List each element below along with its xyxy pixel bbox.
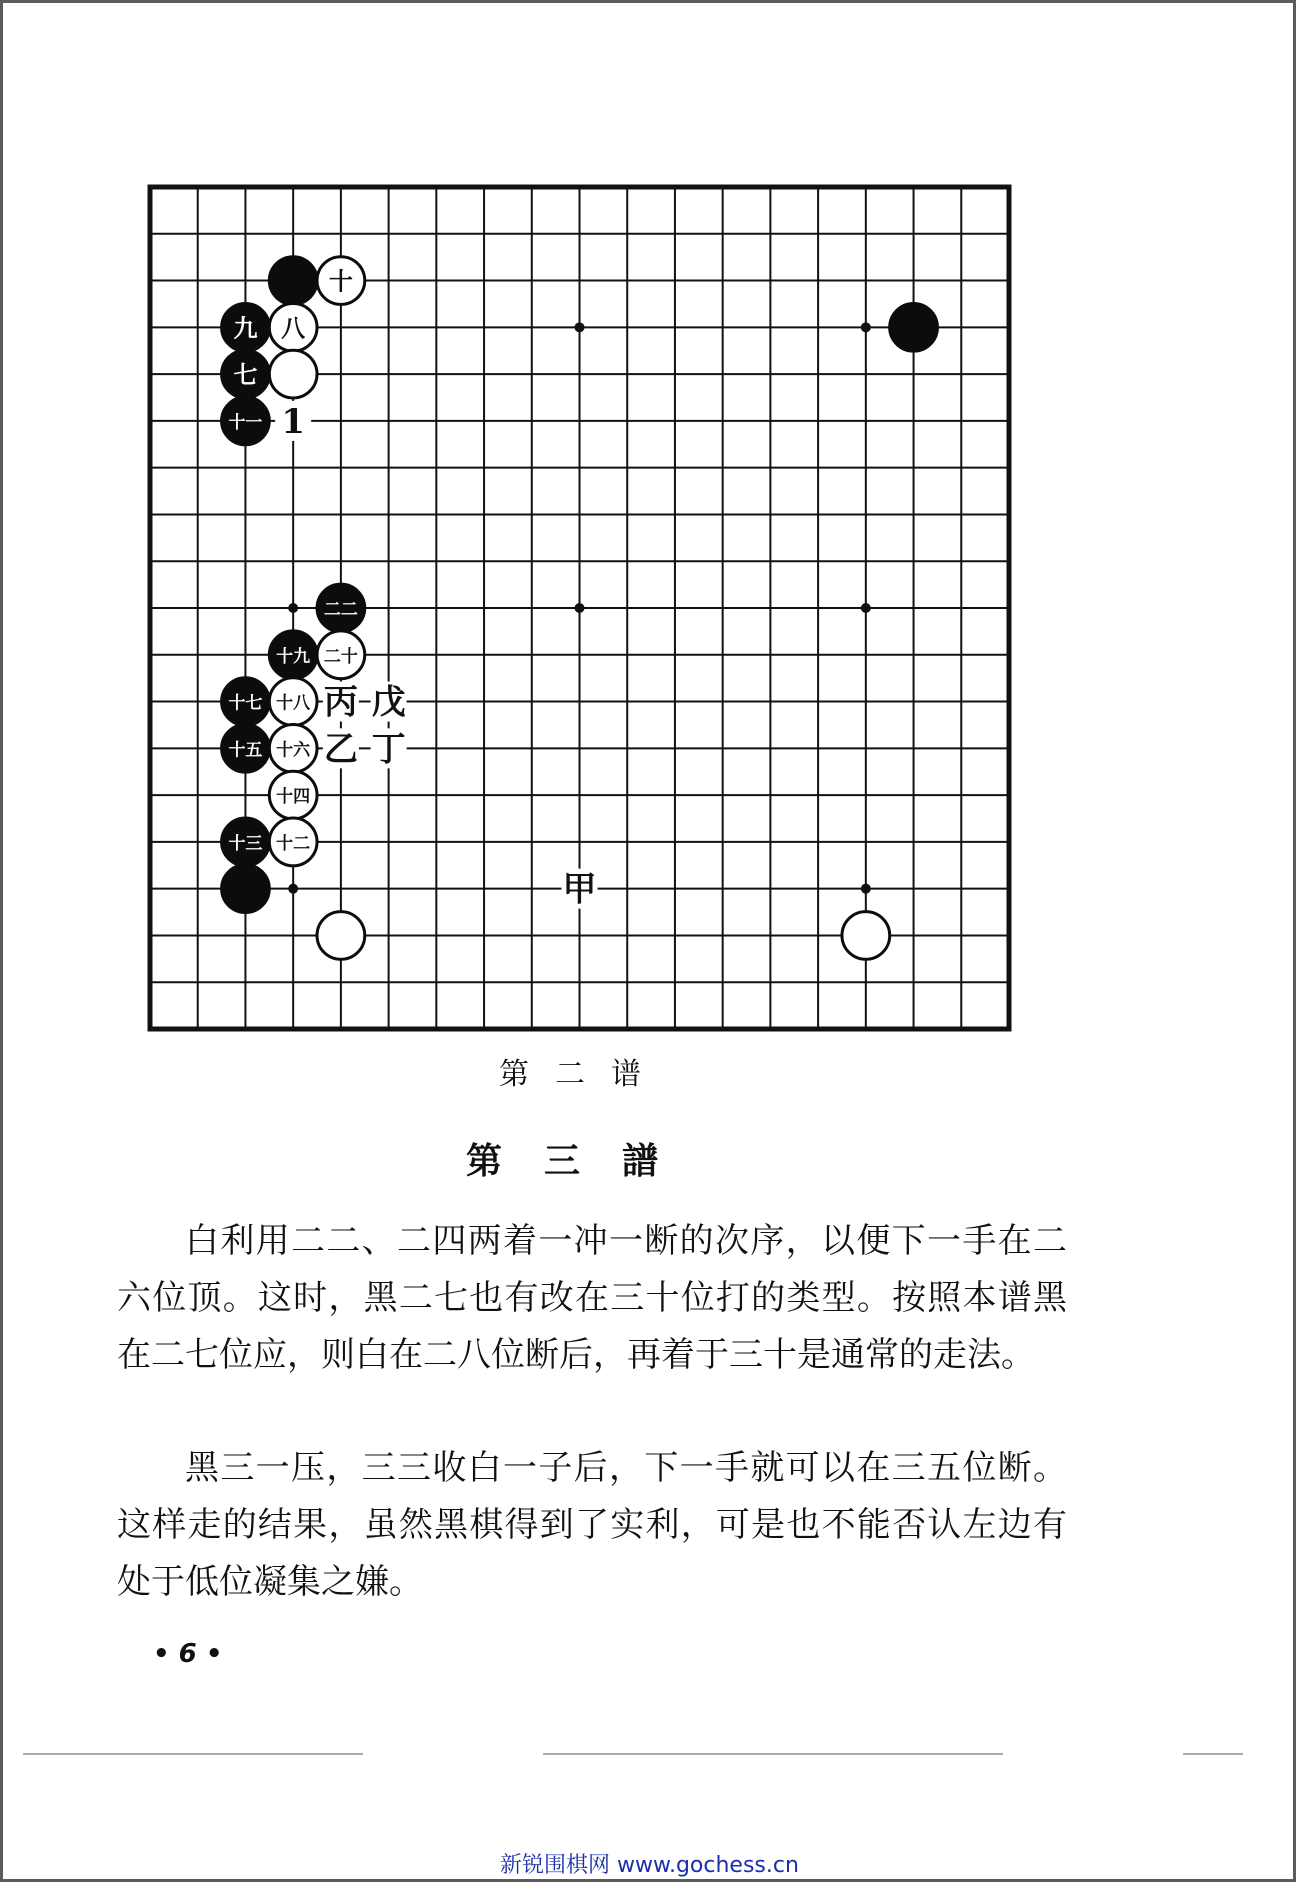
move-number: 十八 xyxy=(276,693,311,714)
scanned-page xyxy=(3,3,1293,1879)
footer-watermark: 新锐围棋网 www.gochess.cn xyxy=(500,1853,799,1878)
star-point xyxy=(861,322,871,332)
board-mark-label: 甲 xyxy=(562,869,597,910)
move-number: 二二 xyxy=(323,600,358,620)
scan-divider xyxy=(1183,1753,1243,1755)
white-stone xyxy=(842,912,890,960)
body-paragraph: 白利用二二、二四两着一冲一断的次序，以便下一手在二六位顶。这时，黑二七也有改在三十位打的类型。按照本谱黑在二七位应，则白在二八位断后，再着于三十是通常的走法。 xyxy=(117,1221,1067,1375)
move-number: 十七 xyxy=(228,693,263,714)
board-mark-label: 1 xyxy=(281,401,306,442)
move-number: 十 xyxy=(328,267,353,296)
star-point xyxy=(861,603,871,613)
star-point xyxy=(288,603,298,613)
star-point xyxy=(861,884,871,894)
move-number: 十五 xyxy=(228,740,263,761)
black-stone xyxy=(222,865,270,913)
go-board-diagram xyxy=(3,3,1293,1063)
move-number: 十六 xyxy=(276,740,311,761)
move-number: 十一 xyxy=(228,412,263,433)
move-number: 十二 xyxy=(276,833,311,854)
board-mark-label: 丙 xyxy=(323,682,358,723)
move-number: 九 xyxy=(233,314,258,343)
move-number: 十四 xyxy=(276,787,311,808)
board-mark-label: 丁 xyxy=(371,729,406,770)
scan-divider xyxy=(543,1753,1003,1755)
move-number: 二十 xyxy=(323,646,358,667)
star-point xyxy=(575,603,585,613)
white-stone xyxy=(269,350,317,398)
diagram-caption: 第二谱 xyxy=(499,1057,667,1092)
star-point xyxy=(288,884,298,894)
section-title: 第三譜 xyxy=(465,1140,700,1182)
move-number: 十三 xyxy=(228,833,263,854)
black-stone xyxy=(890,303,938,351)
move-number: 十九 xyxy=(276,646,311,667)
scan-divider xyxy=(23,1753,363,1755)
star-point xyxy=(575,322,585,332)
black-stone xyxy=(269,257,317,305)
board-mark-label: 乙 xyxy=(323,729,358,770)
board-mark-label: 戊 xyxy=(371,682,406,723)
page-number: • 6 • xyxy=(153,1639,223,1669)
body-paragraph: 黑三一压，三三收白一子后，下一手就可以在三五位断。这样走的结果，虽然黑棋得到了实利，可是也不能否认左边有处于低位凝集之嫌。 xyxy=(117,1448,1067,1602)
move-number: 七 xyxy=(233,361,258,390)
move-number: 八 xyxy=(281,314,306,343)
white-stone xyxy=(317,912,365,960)
